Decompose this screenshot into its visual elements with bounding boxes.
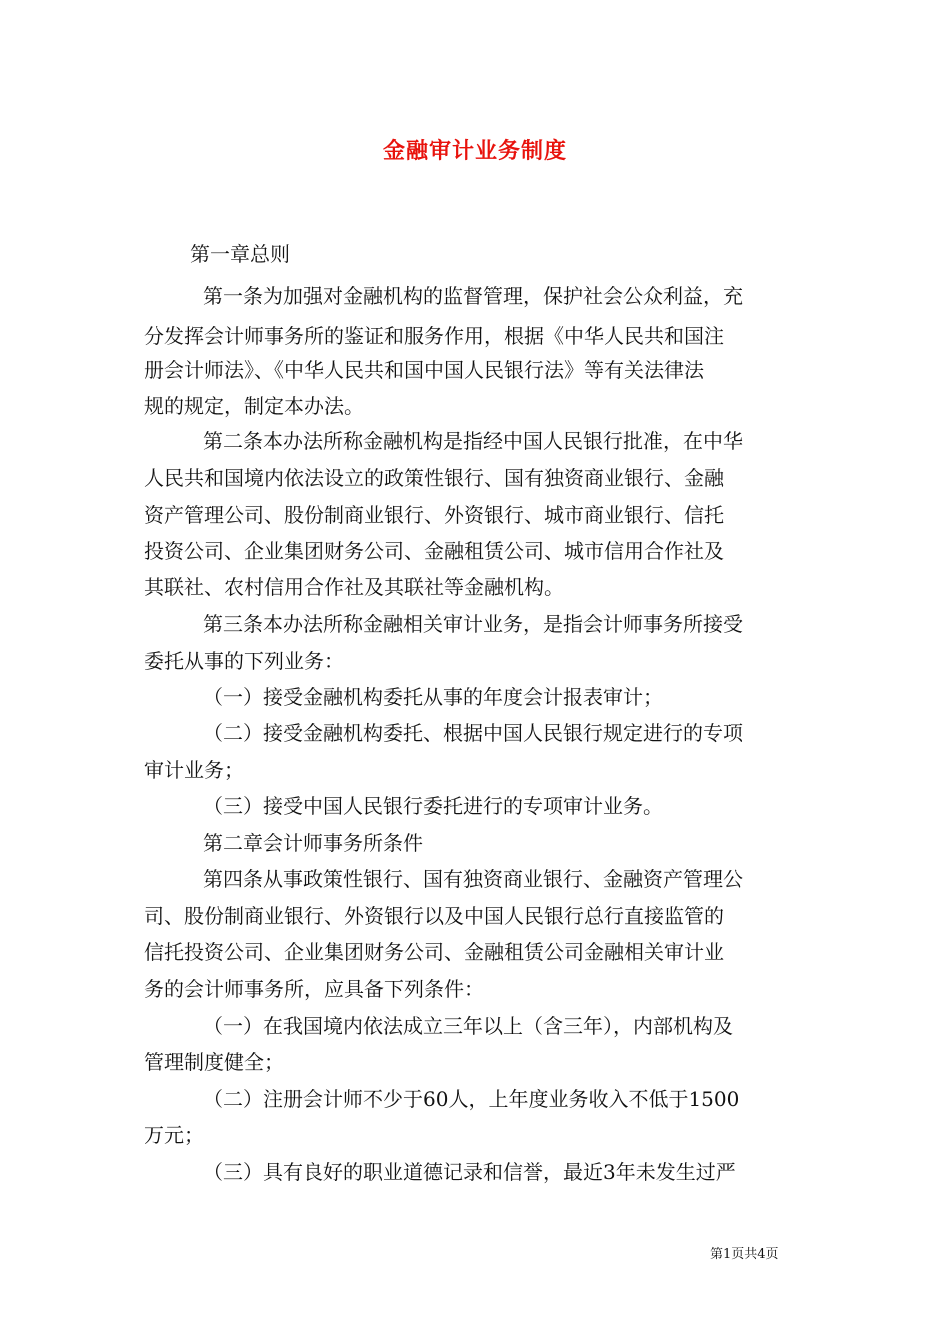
document-title: 金融审计业务制度 bbox=[382, 138, 567, 164]
paragraph-line: 人民共和国境内依法设立的政策性银行、国有独资商业银行、金融 bbox=[144, 466, 724, 490]
paragraph-line: 投资公司、企业集团财务公司、金融租赁公司、城市信用合作社及 bbox=[144, 539, 724, 563]
paragraph-line: 信托投资公司、企业集团财务公司、金融租赁公司金融相关审计业 bbox=[144, 940, 724, 964]
paragraph-line: 资产管理公司、股份制商业银行、外资银行、城市商业银行、信托 bbox=[144, 503, 724, 527]
paragraph-line: 册会计师法》、《中华人民共和国中国人民银行法》等有关法律法 bbox=[144, 358, 704, 382]
chapter-heading: 第二章会计师事务所条件 bbox=[203, 831, 423, 855]
list-item-line: （一）接受金融机构委托从事的年度会计报表审计； bbox=[203, 685, 663, 709]
list-item-line: 万元； bbox=[144, 1123, 204, 1147]
paragraph-line: 第一条为加强对金融机构的监督管理，保护社会公众利益，充 bbox=[203, 284, 743, 308]
list-item-line: （一）在我国境内依法成立三年以上（含三年），内部机构及 bbox=[203, 1014, 733, 1038]
list-item-line: 管理制度健全； bbox=[144, 1050, 284, 1074]
chapter-heading: 第一章总则 bbox=[190, 242, 290, 266]
paragraph-line: 分发挥会计师事务所的鉴证和服务作用，根据《中华人民共和国注 bbox=[144, 324, 724, 348]
paragraph-line: 第三条本办法所称金融相关审计业务，是指会计师事务所接受 bbox=[203, 612, 743, 636]
paragraph-line: 委托从事的下列业务： bbox=[144, 649, 344, 673]
paragraph-line: 规的规定，制定本办法。 bbox=[144, 394, 364, 418]
list-item-line: （二）接受金融机构委托、根据中国人民银行规定进行的专项 bbox=[203, 721, 743, 745]
page-number: 第1页共4页 bbox=[710, 1247, 779, 1262]
paragraph-line: 务的会计师事务所，应具备下列条件： bbox=[144, 977, 484, 1001]
list-item-line: （三）接受中国人民银行委托进行的专项审计业务。 bbox=[203, 794, 663, 818]
paragraph-line: 第四条从事政策性银行、国有独资商业银行、金融资产管理公 bbox=[203, 867, 743, 891]
paragraph-line: 第二条本办法所称金融机构是指经中国人民银行批准，在中华 bbox=[203, 429, 743, 453]
list-item-line: （三）具有良好的职业道德记录和信誉，最近3年未发生过严 bbox=[203, 1160, 736, 1184]
paragraph-line: 司、股份制商业银行、外资银行以及中国人民银行总行直接监管的 bbox=[144, 904, 724, 928]
list-item-line: （二）注册会计师不少于60人，上年度业务收入不低于1500 bbox=[203, 1087, 740, 1111]
paragraph-line: 其联社、农村信用合作社及其联社等金融机构。 bbox=[144, 575, 564, 599]
list-item-line: 审计业务； bbox=[144, 758, 244, 782]
